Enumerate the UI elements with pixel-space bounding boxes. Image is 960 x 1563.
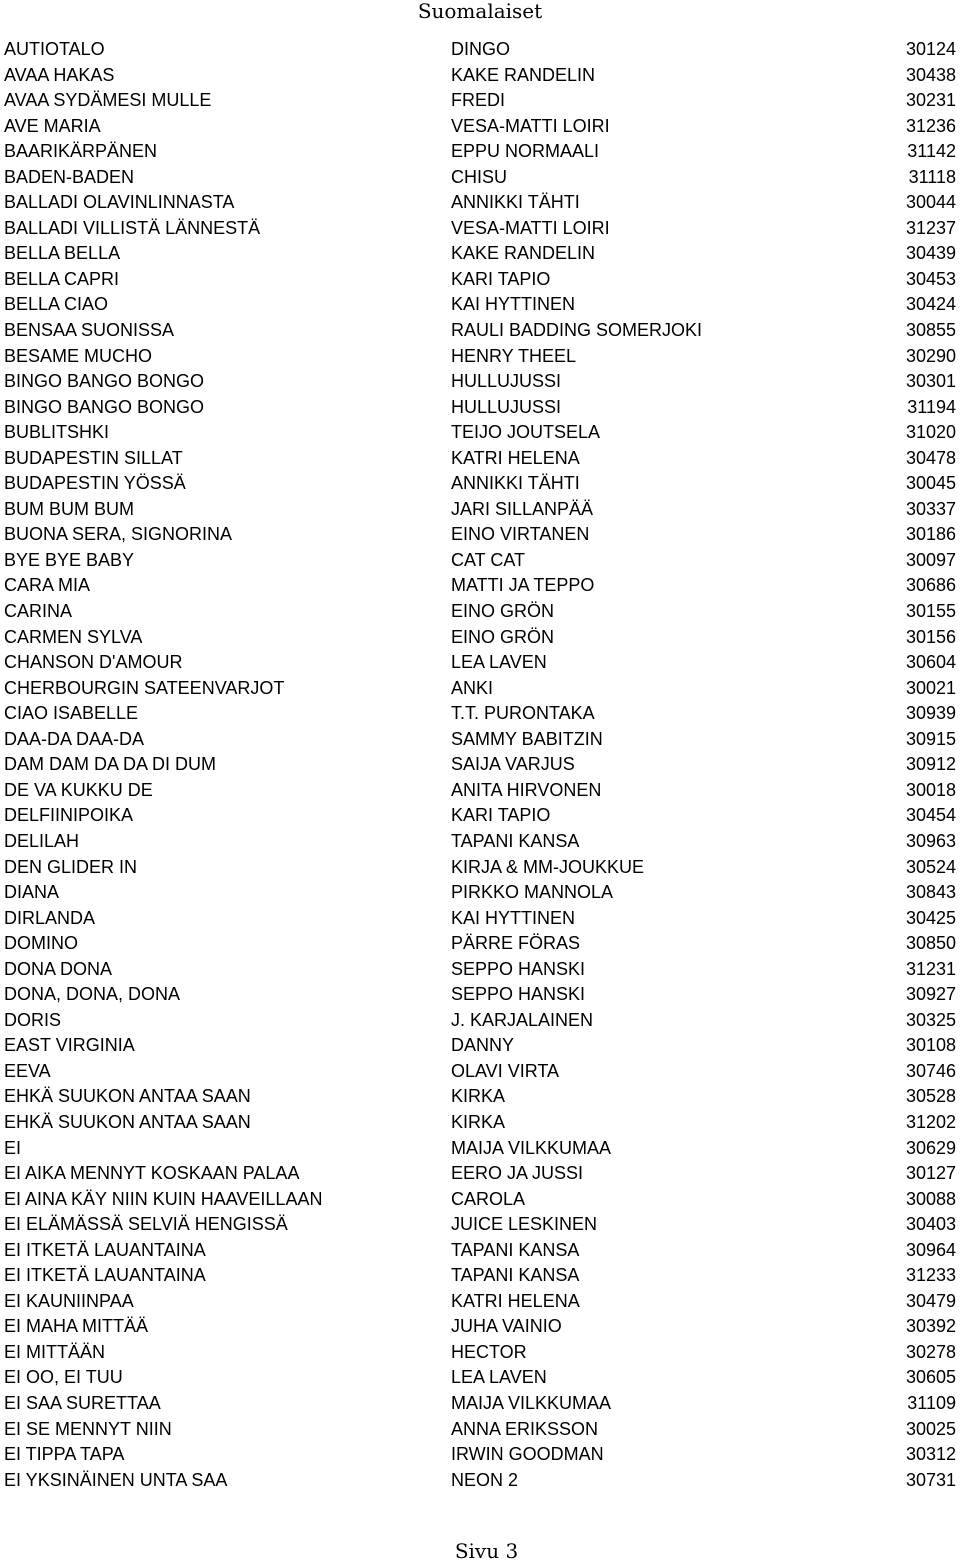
song-code: 30186 bbox=[905, 524, 956, 545]
song-title: EI SE MENNYT NIIN bbox=[4, 1418, 172, 1439]
song-artist: DANNY bbox=[451, 1035, 515, 1056]
song-artist: SAIJA VARJUS bbox=[451, 754, 575, 775]
table-row bbox=[0, 1110, 960, 1136]
song-code: 30479 bbox=[905, 1290, 956, 1311]
song-title: EI MITTÄÄN bbox=[4, 1341, 106, 1362]
song-artist: SEPPO HANSKI bbox=[451, 958, 586, 979]
song-title: BUONA SERA, SIGNORINA bbox=[4, 524, 233, 545]
table-row bbox=[0, 446, 960, 472]
song-code: 30278 bbox=[905, 1341, 956, 1362]
song-artist: IRWIN GOODMAN bbox=[451, 1444, 604, 1465]
table-row bbox=[0, 1238, 960, 1264]
song-code: 30439 bbox=[905, 243, 956, 264]
song-code: 30605 bbox=[905, 1367, 956, 1388]
song-code: 30156 bbox=[905, 626, 956, 647]
song-artist: KARI TAPIO bbox=[451, 805, 551, 826]
song-title: EI bbox=[4, 1137, 22, 1158]
song-title: EI AIKA MENNYT KOSKAAN PALAA bbox=[4, 1163, 300, 1184]
song-title: EI YKSINÄINEN UNTA SAA bbox=[4, 1469, 228, 1490]
song-title: EI KAUNIINPAA bbox=[4, 1290, 134, 1311]
table-row bbox=[0, 522, 960, 548]
song-code: 31237 bbox=[905, 217, 956, 238]
song-title: EEVA bbox=[4, 1060, 51, 1081]
table-row bbox=[0, 1212, 960, 1238]
table-row bbox=[0, 497, 960, 523]
song-code: 30044 bbox=[905, 192, 956, 213]
table-row bbox=[0, 241, 960, 267]
page-title: Suomalaiset bbox=[417, 0, 543, 23]
song-title: CHERBOURGIN SATEENVARJOT bbox=[4, 677, 285, 698]
song-title: EI ITKETÄ LAUANTAINA bbox=[4, 1239, 206, 1260]
song-code: 30939 bbox=[905, 703, 956, 724]
song-artist: TAPANI KANSA bbox=[451, 1265, 580, 1286]
song-title: BINGO BANGO BONGO bbox=[4, 371, 205, 392]
song-code: 30403 bbox=[905, 1214, 956, 1235]
song-code: 30964 bbox=[905, 1239, 956, 1260]
song-artist: SEPPO HANSKI bbox=[451, 984, 586, 1005]
song-code: 30629 bbox=[905, 1137, 956, 1158]
table-row bbox=[0, 318, 960, 344]
song-title: EI SAA SURETTAA bbox=[4, 1392, 161, 1413]
song-artist: ANNIKKI TÄHTI bbox=[451, 473, 580, 494]
song-title: DOMINO bbox=[4, 933, 78, 954]
song-artist: MAIJA VILKKUMAA bbox=[451, 1137, 612, 1158]
song-title: DORIS bbox=[4, 1009, 62, 1030]
song-artist: ANITA HIRVONEN bbox=[451, 779, 602, 800]
song-artist: CHISU bbox=[451, 166, 508, 187]
table-row bbox=[0, 369, 960, 395]
table-row bbox=[0, 88, 960, 114]
song-title: AUTIOTALO bbox=[4, 39, 105, 59]
song-code: 30453 bbox=[905, 268, 956, 289]
table-row bbox=[0, 139, 960, 165]
song-code: 30290 bbox=[905, 345, 956, 366]
song-title: AVAA SYDÄMESI MULLE bbox=[4, 90, 212, 111]
song-title: BAARIKÄRPÄNEN bbox=[4, 141, 158, 162]
table-row bbox=[0, 395, 960, 421]
song-code: 30855 bbox=[905, 320, 956, 341]
song-title: DAM DAM DA DA DI DUM bbox=[4, 754, 217, 775]
song-title: DIANA bbox=[4, 882, 60, 903]
song-title: EI OO, EI TUU bbox=[4, 1367, 123, 1388]
song-title: DELFIINIPOIKA bbox=[4, 805, 134, 826]
song-code: 30915 bbox=[905, 728, 956, 749]
song-code: 30231 bbox=[905, 90, 956, 111]
song-code: 30108 bbox=[905, 1035, 956, 1056]
table-row bbox=[0, 1136, 960, 1162]
song-table bbox=[0, 37, 960, 1493]
song-title: BADEN-BADEN bbox=[4, 166, 135, 187]
table-row bbox=[0, 931, 960, 957]
song-artist: KATRI HELENA bbox=[451, 1290, 580, 1311]
song-artist: HULLUJUSSI bbox=[451, 396, 562, 417]
song-code: 30045 bbox=[905, 473, 956, 494]
song-title: BUM BUM BUM bbox=[4, 498, 134, 519]
song-code: 30301 bbox=[905, 371, 956, 392]
page-number: Sivu 3 bbox=[454, 1539, 519, 1563]
song-title: EHKÄ SUUKON ANTAA SAAN bbox=[4, 1111, 251, 1132]
song-code: 30604 bbox=[905, 652, 956, 673]
song-code: 31194 bbox=[907, 396, 956, 417]
song-artist: KAKE RANDELIN bbox=[451, 243, 596, 264]
song-artist: KAI HYTTINEN bbox=[451, 294, 576, 315]
song-title: BALLADI VILLISTÄ LÄNNESTÄ bbox=[4, 217, 261, 238]
song-code: 30337 bbox=[905, 498, 956, 519]
table-row bbox=[0, 957, 960, 983]
song-code: 30097 bbox=[905, 549, 956, 570]
song-artist: HENRY THEEL bbox=[451, 345, 577, 366]
song-code: 30478 bbox=[905, 447, 956, 468]
song-artist: ANNA ERIKSSON bbox=[451, 1418, 599, 1439]
table-row bbox=[0, 1289, 960, 1315]
song-title: BUDAPESTIN YÖSSÄ bbox=[4, 473, 186, 494]
song-artist: KIRKA bbox=[451, 1111, 506, 1132]
song-artist: ANKI bbox=[451, 677, 494, 698]
song-code: 30312 bbox=[905, 1444, 956, 1465]
song-code: 30424 bbox=[905, 294, 956, 315]
song-artist: CAT CAT bbox=[451, 549, 526, 570]
song-title: EI AINA KÄY NIIN KUIN HAAVEILLAAN bbox=[4, 1188, 323, 1209]
song-artist: HECTOR bbox=[451, 1341, 527, 1362]
table-row bbox=[0, 420, 960, 446]
song-code: 31236 bbox=[905, 115, 956, 136]
song-title: CARA MIA bbox=[4, 575, 91, 596]
song-artist: KAI HYTTINEN bbox=[451, 907, 576, 928]
table-row bbox=[0, 344, 960, 370]
song-title: CHANSON D'AMOUR bbox=[4, 652, 183, 673]
song-artist: TAPANI KANSA bbox=[451, 1239, 580, 1260]
song-code: 30963 bbox=[905, 830, 956, 851]
song-code: 30927 bbox=[905, 984, 956, 1005]
song-code: 31118 bbox=[908, 166, 956, 187]
song-title: EI MAHA MITTÄÄ bbox=[4, 1316, 149, 1337]
song-artist: TAPANI KANSA bbox=[451, 830, 580, 851]
table-row bbox=[0, 880, 960, 906]
song-artist: EINO VIRTANEN bbox=[451, 524, 590, 545]
song-code: 31020 bbox=[905, 422, 956, 443]
song-artist: ANNIKKI TÄHTI bbox=[451, 192, 580, 213]
table-row bbox=[0, 982, 960, 1008]
table-row bbox=[0, 190, 960, 216]
song-title: BELLA BELLA bbox=[4, 243, 121, 264]
song-code: 30528 bbox=[905, 1086, 956, 1107]
table-row bbox=[0, 1314, 960, 1340]
song-artist: NEON 2 bbox=[451, 1469, 519, 1490]
table-row bbox=[0, 1391, 960, 1417]
song-code: 30127 bbox=[905, 1163, 956, 1184]
table-row bbox=[0, 1059, 960, 1085]
table-row bbox=[0, 906, 960, 932]
song-title: BUDAPESTIN SILLAT bbox=[4, 447, 183, 468]
song-code: 31202 bbox=[905, 1111, 956, 1132]
song-code: 30843 bbox=[905, 882, 956, 903]
song-code: 30425 bbox=[905, 907, 956, 928]
song-code: 31231 bbox=[905, 958, 956, 979]
song-title: EHKÄ SUUKON ANTAA SAAN bbox=[4, 1086, 251, 1107]
song-artist: PIRKKO MANNOLA bbox=[451, 882, 614, 903]
song-artist: EINO GRÖN bbox=[451, 626, 555, 647]
table-row bbox=[0, 701, 960, 727]
table-row bbox=[0, 1442, 960, 1468]
table-row bbox=[0, 599, 960, 625]
song-title: DELILAH bbox=[4, 830, 80, 851]
table-row bbox=[0, 752, 960, 778]
song-title: EI TIPPA TAPA bbox=[4, 1444, 125, 1465]
table-row bbox=[0, 625, 960, 651]
song-title: BUBLITSHKI bbox=[4, 422, 110, 443]
song-code: 30021 bbox=[905, 677, 956, 698]
song-artist: EERO JA JUSSI bbox=[451, 1163, 584, 1184]
song-title: BENSAA SUONISSA bbox=[4, 320, 175, 341]
song-artist: DINGO bbox=[451, 39, 511, 59]
song-title: DE VA KUKKU DE bbox=[4, 779, 153, 800]
song-code: 30686 bbox=[905, 575, 956, 596]
table-row bbox=[0, 267, 960, 293]
song-artist: JARI SILLANPÄÄ bbox=[451, 498, 594, 519]
song-artist: EPPU NORMAALI bbox=[451, 141, 600, 162]
table-row bbox=[0, 727, 960, 753]
song-title: DONA, DONA, DONA bbox=[4, 984, 181, 1005]
song-title: EAST VIRGINIA bbox=[4, 1035, 135, 1056]
song-title: CIAO ISABELLE bbox=[4, 703, 139, 724]
song-title: EI ELÄMÄSSÄ SELVIÄ HENGISSÄ bbox=[4, 1214, 288, 1235]
table-row bbox=[0, 650, 960, 676]
table-row bbox=[0, 292, 960, 318]
table-row bbox=[0, 1161, 960, 1187]
song-artist: RAULI BADDING SOMERJOKI bbox=[451, 320, 703, 341]
song-title: DONA DONA bbox=[4, 958, 113, 979]
song-title: BELLA CAPRI bbox=[4, 268, 120, 289]
song-code: 30088 bbox=[905, 1188, 956, 1209]
song-title: CARINA bbox=[4, 601, 73, 622]
song-artist: KAKE RANDELIN bbox=[451, 64, 596, 85]
table-row bbox=[0, 471, 960, 497]
song-artist: J. KARJALAINEN bbox=[451, 1009, 594, 1030]
song-title: BINGO BANGO BONGO bbox=[4, 396, 205, 417]
song-code: 31233 bbox=[905, 1265, 956, 1286]
table-row bbox=[0, 216, 960, 242]
table-row bbox=[0, 803, 960, 829]
song-artist: PÄRRE FÖRAS bbox=[451, 933, 581, 954]
table-row bbox=[0, 37, 960, 63]
table-row bbox=[0, 573, 960, 599]
song-artist: TEIJO JOUTSELA bbox=[451, 422, 601, 443]
table-row bbox=[0, 165, 960, 191]
table-row bbox=[0, 778, 960, 804]
song-artist: MATTI JA TEPPO bbox=[451, 575, 595, 596]
song-title: BALLADI OLAVINLINNASTA bbox=[4, 192, 235, 213]
table-row bbox=[0, 1468, 960, 1494]
song-title: EI ITKETÄ LAUANTAINA bbox=[4, 1265, 206, 1286]
song-artist: OLAVI VIRTA bbox=[451, 1060, 560, 1081]
song-title: DEN GLIDER IN bbox=[4, 856, 138, 877]
song-artist: LEA LAVEN bbox=[451, 1367, 547, 1388]
table-row bbox=[0, 1340, 960, 1366]
song-code: 30325 bbox=[905, 1009, 956, 1030]
song-code: 30155 bbox=[905, 601, 956, 622]
table-row bbox=[0, 1263, 960, 1289]
table-row bbox=[0, 1008, 960, 1034]
song-artist: JUICE LESKINEN bbox=[451, 1214, 598, 1235]
song-code: 30454 bbox=[905, 805, 956, 826]
table-row bbox=[0, 1084, 960, 1110]
table-row bbox=[0, 114, 960, 140]
song-title: CARMEN SYLVA bbox=[4, 626, 143, 647]
table-row bbox=[0, 1033, 960, 1059]
song-code: 30850 bbox=[905, 933, 956, 954]
table-row bbox=[0, 1187, 960, 1213]
song-artist: EINO GRÖN bbox=[451, 601, 555, 622]
song-title: BESAME MUCHO bbox=[4, 345, 153, 366]
table-row bbox=[0, 63, 960, 89]
song-artist: CAROLA bbox=[451, 1188, 526, 1209]
song-artist: SAMMY BABITZIN bbox=[451, 728, 603, 749]
song-code: 30438 bbox=[905, 64, 956, 85]
song-code: 31142 bbox=[907, 141, 956, 162]
song-code: 31109 bbox=[907, 1392, 956, 1413]
song-artist: HULLUJUSSI bbox=[451, 371, 562, 392]
table-row bbox=[0, 548, 960, 574]
table-row bbox=[0, 1417, 960, 1443]
song-title: DIRLANDA bbox=[4, 907, 96, 928]
song-artist: KIRKA bbox=[451, 1086, 506, 1107]
song-code: 30025 bbox=[905, 1418, 956, 1439]
song-code: 30731 bbox=[905, 1469, 956, 1490]
song-title: BELLA CIAO bbox=[4, 294, 109, 315]
song-artist: KARI TAPIO bbox=[451, 268, 551, 289]
song-title: DAA-DA DAA-DA bbox=[4, 728, 145, 749]
table-row bbox=[0, 829, 960, 855]
song-code: 30124 bbox=[905, 39, 956, 59]
song-title: AVE MARIA bbox=[4, 115, 101, 136]
table-row bbox=[0, 855, 960, 881]
song-artist: FREDI bbox=[451, 90, 505, 111]
table-row bbox=[0, 676, 960, 702]
song-code: 30912 bbox=[905, 754, 956, 775]
song-artist: KIRJA & MM-JOUKKUE bbox=[451, 856, 645, 877]
song-code: 30524 bbox=[905, 856, 956, 877]
table-row bbox=[0, 1365, 960, 1391]
song-artist: KATRI HELENA bbox=[451, 447, 580, 468]
song-code: 30018 bbox=[905, 779, 956, 800]
song-code: 30746 bbox=[905, 1060, 956, 1081]
song-artist: LEA LAVEN bbox=[451, 652, 547, 673]
song-artist: VESA-MATTI LOIRI bbox=[451, 217, 610, 238]
song-title: BYE BYE BABY bbox=[4, 549, 135, 570]
song-code: 30392 bbox=[905, 1316, 956, 1337]
song-artist: VESA-MATTI LOIRI bbox=[451, 115, 610, 136]
song-title: AVAA HAKAS bbox=[4, 64, 115, 85]
song-artist: MAIJA VILKKUMAA bbox=[451, 1392, 612, 1413]
song-artist: JUHA VAINIO bbox=[451, 1316, 562, 1337]
song-artist: T.T. PURONTAKA bbox=[451, 703, 595, 724]
